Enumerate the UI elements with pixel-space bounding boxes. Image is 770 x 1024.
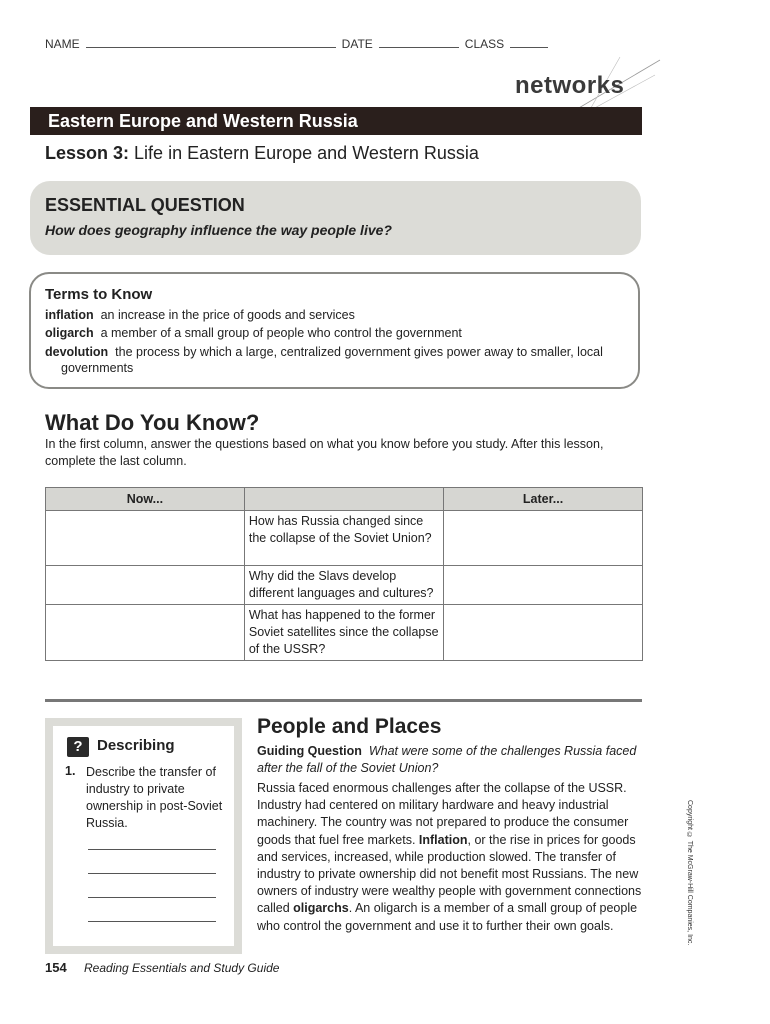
answer-line[interactable]	[88, 849, 216, 850]
question-number: 1.	[65, 764, 76, 778]
answer-line[interactable]	[88, 897, 216, 898]
networks-logo: networks	[515, 72, 625, 99]
question-mark-icon: ?	[67, 737, 89, 757]
term-inflation-bold: Inflation	[418, 832, 468, 847]
now-answer-cell[interactable]	[46, 511, 245, 566]
people-and-places-title: People and Places	[257, 715, 442, 738]
name-field[interactable]	[86, 36, 336, 48]
guiding-question	[257, 743, 642, 777]
chapter-title-bar	[30, 107, 642, 135]
date-label: DATE	[341, 37, 373, 51]
copyright-notice: Copyright © The McGraw-Hill Companies, Inc.	[686, 800, 693, 946]
term-inflation	[45, 307, 630, 323]
term-word: oligarch	[45, 326, 94, 340]
header-fields	[45, 36, 554, 51]
term-oligarchs-bold: oligarchs	[293, 901, 349, 916]
name-label: NAME	[45, 37, 80, 51]
date-field[interactable]	[379, 36, 459, 48]
body-text: , or the rise in prices for goods and services, increased, while production slowed. The transfer of industry to private ownership did not benefit most Russians. The new owners of industry were wealthy people with government connections called	[257, 832, 642, 916]
section-divider	[45, 699, 642, 702]
later-answer-cell[interactable]	[444, 511, 643, 566]
body-text: . An oligarch is a member of a small group of people who control the government and use it to further their own goals.	[257, 901, 638, 933]
guiding-question-text: What were some of the challenges Russia faced after the fall of the Soviet Union?	[257, 744, 637, 775]
later-answer-cell[interactable]	[444, 566, 643, 605]
lesson-label: Lesson 3:	[45, 143, 130, 163]
class-label: CLASS	[464, 37, 505, 51]
col-question	[244, 488, 443, 511]
later-answer-cell[interactable]	[444, 605, 643, 661]
answer-line[interactable]	[88, 921, 216, 922]
term-devolution	[45, 344, 646, 376]
term-oligarch	[45, 325, 630, 341]
know-table	[45, 487, 643, 661]
table-row	[46, 566, 643, 605]
table-row	[46, 511, 643, 566]
people-and-places-body	[257, 780, 642, 935]
term-definition: an increase in the price of goods and services	[100, 308, 355, 322]
class-field[interactable]	[510, 36, 548, 48]
sidebar-panel	[53, 726, 234, 946]
term-word: inflation	[45, 308, 94, 322]
essential-question-title: ESSENTIAL QUESTION	[45, 195, 245, 215]
chapter-title: Eastern Europe and Western Russia	[48, 111, 358, 131]
col-later: Later...	[444, 488, 643, 511]
describing-title: Describing	[97, 737, 175, 754]
terms-box	[29, 272, 640, 389]
book-title: Reading Essentials and Study Guide	[84, 961, 280, 975]
body-text: Russia faced enormous challenges after the collapse of the USSR. Industry had centered on military hardware and heavy industrial machinery. The country was not prepared to produce the consumer goods that fuel free markets.	[257, 781, 629, 847]
page-number: 154	[45, 960, 67, 975]
table-header-row	[46, 488, 643, 511]
now-answer-cell[interactable]	[46, 605, 245, 661]
term-definition: a member of a small group of people who control the government	[100, 326, 462, 340]
question-cell: Why did the Slavs develop different languages and cultures?	[244, 566, 443, 605]
answer-line[interactable]	[88, 873, 216, 874]
what-do-you-know-title: What Do You Know?	[45, 410, 260, 435]
describing-prompt: Describe the transfer of industry to private ownership in post-Soviet Russia.	[86, 765, 223, 830]
describing-sidebar	[45, 718, 242, 954]
now-answer-cell[interactable]	[46, 566, 245, 605]
question-cell: How has Russia changed since the collapse of the Soviet Union?	[244, 511, 443, 566]
term-word: devolution	[45, 345, 109, 359]
guiding-question-label: Guiding Question	[257, 744, 362, 758]
question-cell: What has happened to the former Soviet satellites since the collapse of the USSR?	[244, 605, 443, 661]
lesson-title: Life in Eastern Europe and Western Russia	[134, 143, 479, 163]
terms-title: Terms to Know	[45, 286, 153, 303]
table-row	[46, 605, 643, 661]
term-definition: the process by which a large, centralized government gives power away to smaller, local governments	[61, 345, 603, 375]
lesson-heading	[45, 143, 479, 164]
col-now: Now...	[46, 488, 245, 511]
essential-question-text: How does geography influence the way people live?	[45, 222, 392, 238]
what-do-you-know-intro: In the first column, answer the questions based on what you know before you study. After this lesson, complete the last column.	[45, 437, 604, 468]
essential-question-box	[30, 181, 641, 255]
